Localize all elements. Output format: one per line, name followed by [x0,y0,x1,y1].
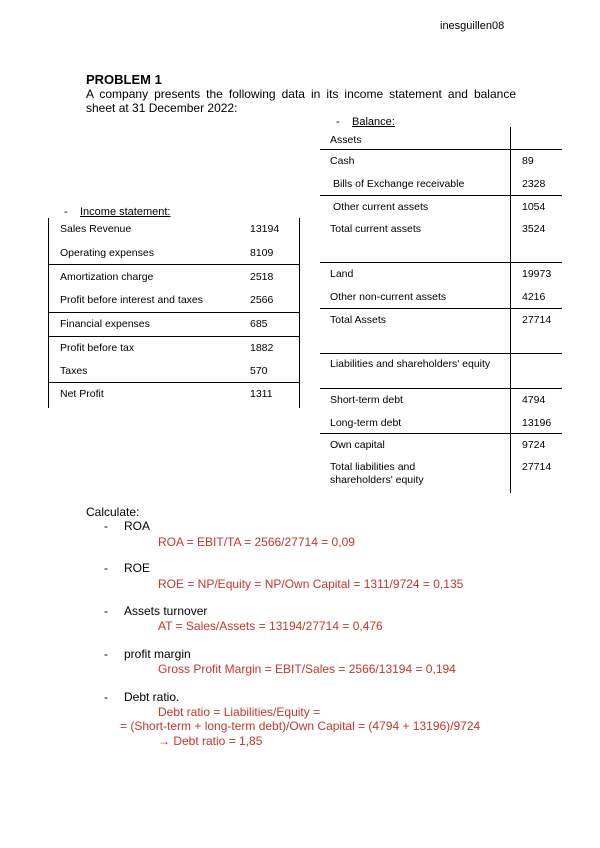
heading-text: Balance: [352,116,395,128]
row-value: 13194 [250,223,280,235]
row-value: 8109 [250,247,274,259]
row-label: Amortization charge [60,271,154,283]
heading-dash: - [64,206,68,218]
income-statement-table [48,218,300,408]
row-value: 2518 [250,271,274,283]
problem-intro: A company presents the following data in its income statement and balance sheet at 31 December 2022: [86,87,516,115]
row-value: 27714 [522,314,552,326]
task-dash: - [104,647,108,661]
row-label: Sales Revenue [60,223,132,235]
row-value: 19973 [522,268,552,280]
row-label: Bills of Exchange receivable [333,178,465,190]
row-label: Short-term debt [330,394,403,406]
answer-debt-ratio-line1: Debt ratio = Liabilities/Equity = [158,705,321,719]
row-value: 9724 [522,439,546,451]
answer-profit-margin: Gross Profit Margin = EBIT/Sales = 2566/13194 = 0,194 [158,662,456,676]
row-label: Total Assets [330,314,387,326]
row-label: Own capital [330,439,385,451]
answer-roe: ROE = NP/Equity = NP/Own Capital = 1311/9724 = 0,135 [158,577,464,591]
row-label: Land [330,268,354,280]
row-label: Total current assets [330,223,422,235]
calculate-heading: Calculate: [86,505,140,519]
row-value: 13196 [522,417,552,429]
row-label: Assets [330,134,362,146]
row-value: 3524 [522,223,546,235]
row-label: Taxes [60,365,88,377]
row-value: 2328 [522,178,546,190]
problem-title: PROBLEM 1 [86,72,162,87]
answer-debt-ratio-line2: = (Short-term + long-term debt)/Own Capital = (4794 + 13196)/9724 [120,719,481,733]
answer-debt-ratio-line3: → Debt ratio = 1,85 [158,734,263,748]
task-label: ROA [124,519,151,533]
row-label: Profit before interest and taxes [60,294,203,306]
task-dash: - [104,519,108,533]
row-value: 685 [250,318,268,330]
task-label: profit margin [124,647,191,661]
row-label: Other non-current assets [330,291,447,303]
row-label: Long-term debt [330,417,402,429]
row-label: Profit before tax [60,342,135,354]
row-value: 1054 [522,201,546,213]
task-dash: - [104,690,108,704]
task-label: Assets turnover [124,604,208,618]
answer-roa: ROA = EBIT/TA = 2566/27714 = 0,09 [158,535,355,549]
row-value: 1882 [250,342,274,354]
row-value: 4216 [522,291,546,303]
row-label: Cash [330,155,355,167]
heading-text: Income statement: [80,206,171,218]
row-label: Total liabilities and shareholders' equity [330,461,424,486]
task-label: ROE [124,561,151,575]
row-value: 89 [522,155,534,167]
row-value: 2566 [250,294,274,306]
answer-assets-turnover: AT = Sales/Assets = 13194/27714 = 0,476 [158,619,383,633]
balance-table [320,127,562,493]
task-dash: - [104,561,108,575]
income-statement-heading [64,206,171,218]
task-dash: - [104,604,108,618]
author-name: inesguillen08 [440,20,505,32]
row-label: Net Profit [60,388,104,400]
row-label: Operating expenses [60,247,154,259]
row-label: Other current assets [333,201,429,213]
heading-dash: - [336,116,340,128]
row-value: 570 [250,365,268,377]
task-label: Debt ratio. [124,690,180,704]
row-value: 4794 [522,394,546,406]
row-label: Financial expenses [60,318,150,330]
row-value: 27714 [522,461,552,473]
row-value: 1311 [250,388,273,400]
row-label: Liabilities and shareholders' equity [330,358,491,370]
